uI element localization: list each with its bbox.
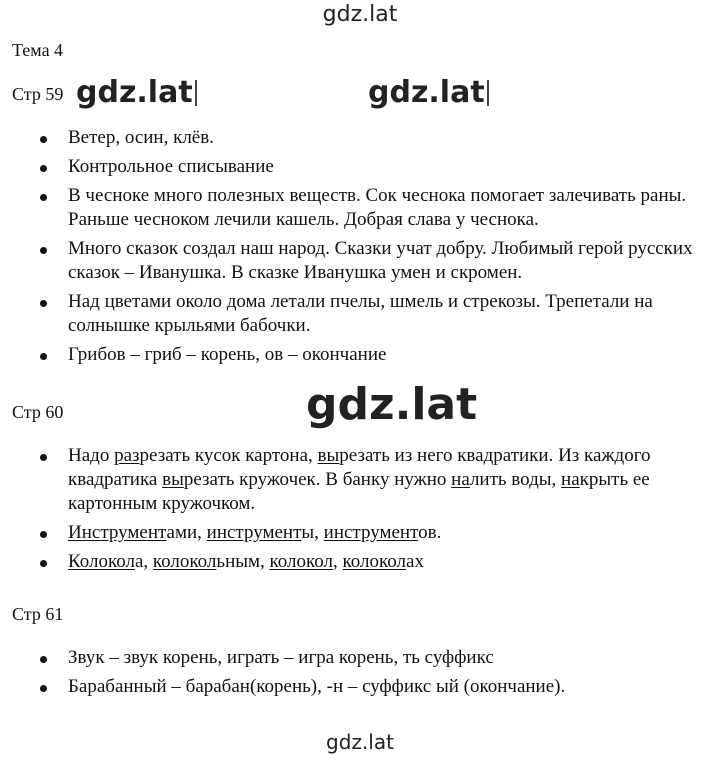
watermark-bottom: gdz.lat — [326, 730, 394, 754]
root-underline: Колокол — [68, 551, 135, 572]
prefix-underline: вы — [162, 469, 184, 490]
list-item: Барабанный – барабан(корень), -н – суффикс ый (окончание). — [40, 675, 700, 699]
root-underline: инструмент — [323, 522, 419, 543]
watermark-mid-right: gdz.lat — [366, 75, 495, 110]
list-item: В чесноке много полезных веществ. Сок чеснока помогает залечивать раны. Раньше чесноком лечили кашель. Добрая слава у чеснока. — [40, 184, 700, 232]
root-underline: колокол — [342, 551, 407, 572]
section-heading-61: Стр 61 — [12, 604, 64, 624]
cursor-mark — [195, 80, 197, 106]
list-item: Над цветами около дома летали пчелы, шмель и стрекозы. Трепетали на солнышке крыльями бабочки. — [40, 290, 700, 338]
root-underline: Инструмент — [68, 522, 167, 543]
cursor-mark — [487, 80, 489, 106]
prefix-underline: раз — [114, 445, 140, 466]
list-page-61 — [40, 646, 700, 704]
section-heading-60: Стр 60 — [12, 402, 64, 422]
list-page-59 — [40, 126, 700, 370]
prefix-underline: вы — [317, 445, 340, 466]
list-item: Много сказок создал наш народ. Сказки учат добру. Любимый герой русских сказок – Иванушка. В сказке Иванушка умен и скромен. — [40, 237, 700, 285]
root-underline: колокол — [269, 551, 334, 572]
list-item: Инструментами, инструменты, инструментов. — [40, 521, 700, 545]
section-heading-59: Стр 59 — [12, 84, 64, 104]
topic-title: Тема 4 — [12, 40, 64, 60]
watermark-center: gdz.lat — [300, 380, 483, 430]
list-item: Надо разрезать кусок картона, вырезать из него квадратики. Из каждого квадратика вырезать кружочек. В банку нужно налить воды, накрыть ее картонным кружочком. — [40, 444, 700, 516]
prefix-underline: на — [451, 469, 470, 490]
root-underline: инструмент — [206, 522, 302, 543]
list-item: Ветер, осин, клёв. — [40, 126, 700, 150]
watermark-top: gdz.lat — [322, 2, 398, 27]
list-item: Колокола, колокольным, колокол, колоколах — [40, 550, 700, 574]
list-page-60 — [40, 444, 700, 579]
root-underline: колокол — [152, 551, 217, 572]
watermark-mid-left: gdz.lat — [70, 75, 203, 110]
list-item: Грибов – гриб – корень, ов – окончание — [40, 343, 700, 365]
list-item: Звук – звук корень, играть – игра корень, ть суффикс — [40, 646, 700, 670]
prefix-underline: на — [561, 469, 580, 490]
list-item: Контрольное списывание — [40, 155, 700, 179]
